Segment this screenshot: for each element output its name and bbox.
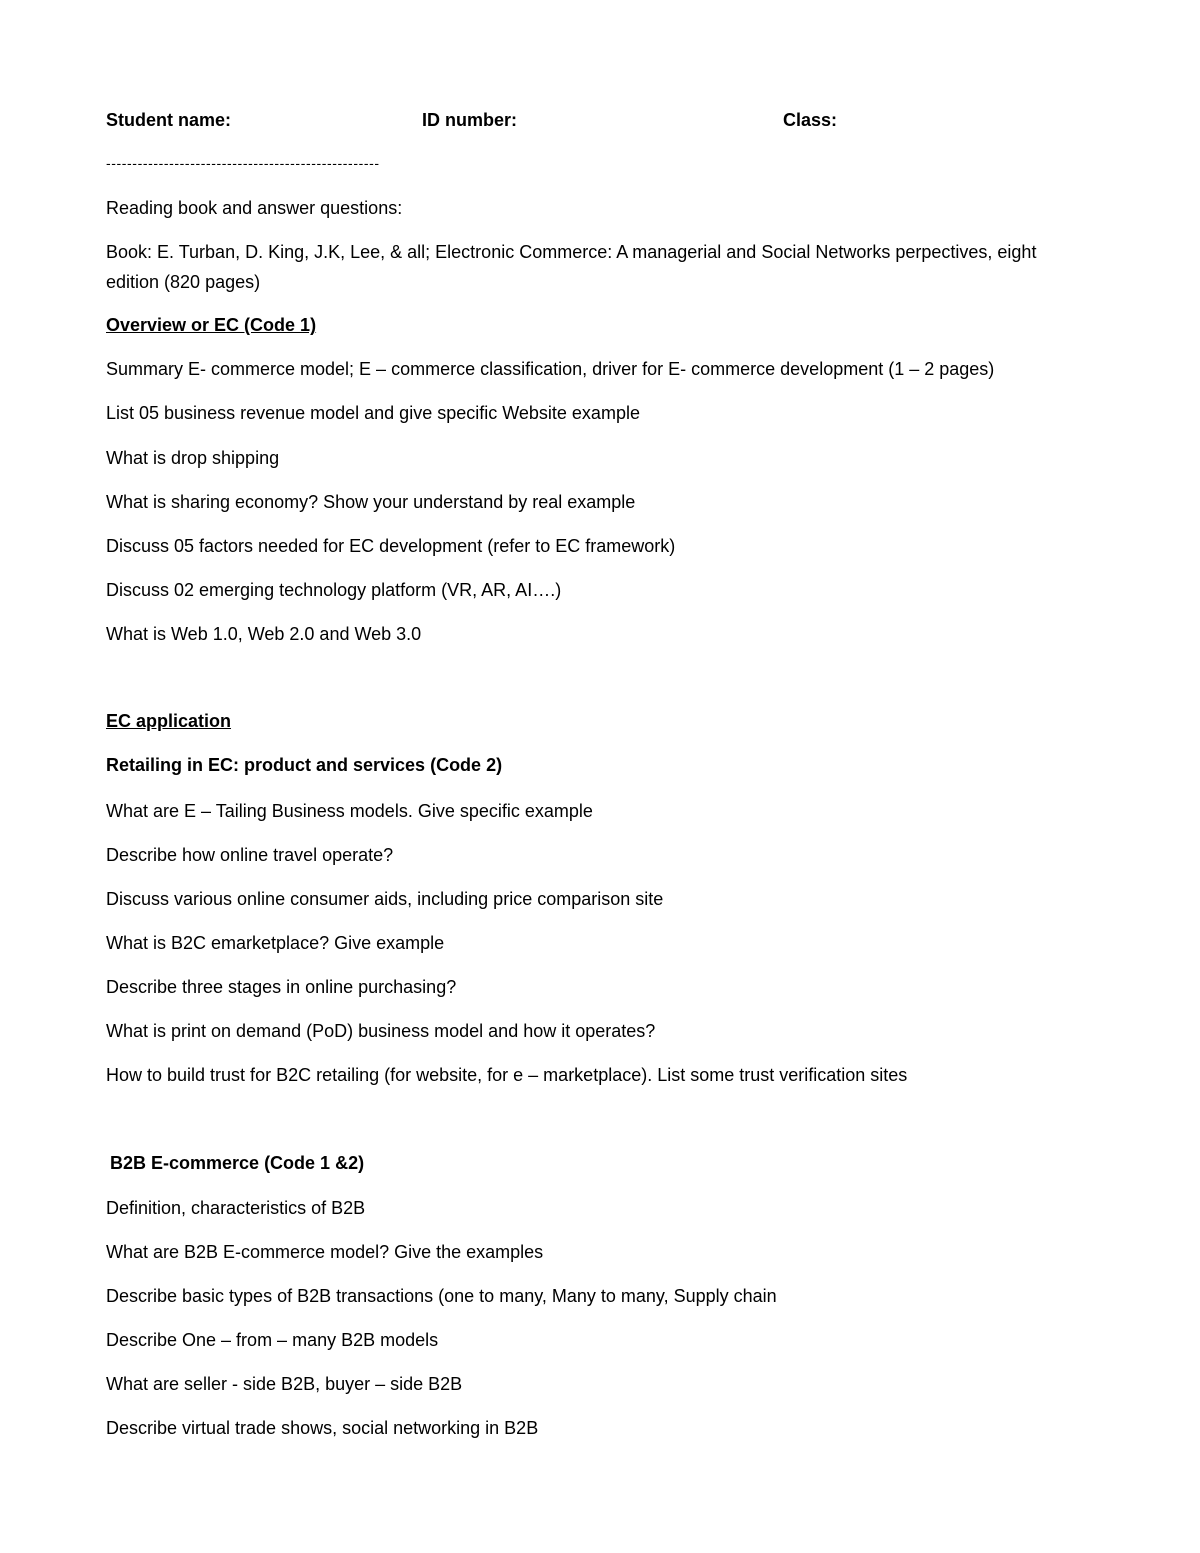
question-item: What is drop shipping: [106, 448, 280, 468]
question-item: Describe basic types of B2B transactions (one to many, Many to many, Supply chain: [106, 1286, 777, 1306]
id-number-label: ID number:: [422, 110, 518, 130]
question-item: What is sharing economy? Show your understand by real example: [106, 492, 636, 512]
question-item: How to build trust for B2C retailing (for website, for e – marketplace). List some trust verification sites: [106, 1065, 908, 1085]
question-item: What are E – Tailing Business models. Give specific example: [106, 801, 593, 821]
question-item: Definition, characteristics of B2B: [106, 1198, 366, 1218]
book-reference: Book: E. Turban, D. King, J.K, Lee, & all; Electronic Commerce: A managerial and Social Networks perpectives, eight edition (820 pages): [106, 242, 1037, 292]
question-item: Discuss 02 emerging technology platform (VR, AR, AI….): [106, 580, 562, 600]
question-item: Describe One – from – many B2B models: [106, 1330, 439, 1350]
separator-line: ----------------------------------------------------: [106, 155, 380, 171]
question-item: What is B2C emarketplace? Give example: [106, 933, 445, 953]
student-name-label: Student name:: [106, 110, 232, 130]
question-item: Discuss 05 factors needed for EC development (refer to EC framework): [106, 536, 676, 556]
class-label: Class:: [783, 110, 838, 130]
question-item: Summary E- commerce model; E – commerce classification, driver for E- commerce development (1 – 2 pages): [106, 359, 995, 379]
section-heading-b2b: B2B E-commerce (Code 1 &2): [110, 1153, 365, 1173]
section-heading-ec-application: EC application: [106, 711, 232, 731]
section-subheading-retailing: Retailing in EC: product and services (Code 2): [106, 755, 503, 775]
section-heading-overview: Overview or EC (Code 1): [106, 315, 317, 335]
question-item: Describe virtual trade shows, social networking in B2B: [106, 1418, 539, 1438]
question-item: Describe three stages in online purchasing?: [106, 977, 457, 997]
question-item: Discuss various online consumer aids, including price comparison site: [106, 889, 664, 909]
instruction-text: Reading book and answer questions:: [106, 198, 403, 218]
question-item: What are seller - side B2B, buyer – side B2B: [106, 1374, 463, 1394]
question-item: What are B2B E-commerce model? Give the examples: [106, 1242, 544, 1262]
question-item: Describe how online travel operate?: [106, 845, 394, 865]
question-item: What is print on demand (PoD) business model and how it operates?: [106, 1021, 656, 1041]
question-item: What is Web 1.0, Web 2.0 and Web 3.0: [106, 624, 422, 644]
question-item: List 05 business revenue model and give specific Website example: [106, 403, 640, 423]
